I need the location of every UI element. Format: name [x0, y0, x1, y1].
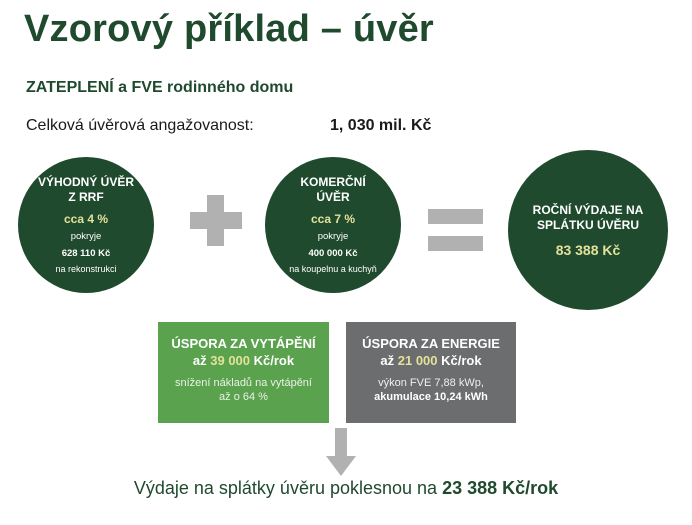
- rrf-loan-circle: [18, 157, 154, 293]
- commercial-loan-amount: 400 000 Kč: [308, 248, 358, 259]
- energy-savings-desc-line2: akumulace 10,24 kWh: [374, 391, 488, 403]
- annual-payment-heading-line1: ROČNÍ VÝDAJE NA: [532, 202, 644, 217]
- annual-payment-circle: [508, 150, 668, 310]
- page-subtitle: ZATEPLENÍ a FVE rodinného domu: [26, 79, 294, 96]
- commercial-loan-covers: pokryje: [317, 231, 349, 242]
- rrf-loan-purpose: na rekonstrukci: [55, 264, 117, 274]
- annual-payment-value: 83 388 Kč: [555, 241, 621, 258]
- energy-savings-box: [346, 322, 516, 423]
- heating-savings-amount-line: [193, 352, 294, 369]
- arrow-down-icon: [326, 428, 356, 476]
- energy-savings-desc-line1: výkon FVE 7,88 kWp,: [378, 377, 484, 389]
- annual-payment-heading-line2: SPLÁTKU ÚVĚRU: [536, 217, 639, 232]
- rrf-loan-heading-line2: Z RRF: [68, 190, 104, 204]
- commercial-loan-heading-line2: ÚVĚR: [316, 190, 350, 204]
- rrf-loan-heading-line1: VÝHODNÝ ÚVĚR: [37, 175, 135, 189]
- heating-savings-box: [158, 322, 329, 423]
- rrf-loan-rate: cca 4 %: [63, 212, 109, 226]
- footer-statement: [0, 478, 692, 499]
- commercial-loan-purpose: na koupelnu a kuchyň: [289, 264, 377, 274]
- energy-savings-unit: Kč/rok: [441, 353, 482, 368]
- rrf-loan-covers: pokryje: [70, 231, 102, 242]
- loan-value: 1, 030 mil. Kč: [330, 117, 432, 134]
- heating-savings-amount: 39 000: [210, 353, 251, 368]
- commercial-loan-heading-line1: KOMERČNÍ: [300, 175, 366, 189]
- rrf-loan-amount: 628 110 Kč: [61, 248, 111, 259]
- energy-savings-amount: 21 000: [397, 353, 438, 368]
- footer-value: 23 388 Kč/rok: [442, 478, 559, 498]
- page-title: Vzorový příklad – úvěr: [24, 8, 434, 50]
- commercial-loan-circle: [265, 157, 401, 293]
- energy-savings-heading: ÚSPORA ZA ENERGIE: [362, 336, 500, 351]
- heating-savings-desc-line2: až o 64 %: [219, 391, 268, 403]
- plus-icon-vertical: [207, 195, 224, 246]
- heating-savings-desc-line1: snížení nákladů na vytápění: [175, 377, 312, 389]
- equals-icon: [428, 209, 483, 224]
- equals-icon-lower: [428, 236, 483, 251]
- energy-savings-prefix: až: [380, 353, 395, 368]
- heating-savings-prefix: až: [192, 353, 207, 368]
- heating-savings-heading: ÚSPORA ZA VYTÁPĚNÍ: [171, 336, 316, 351]
- footer-text: Výdaje na splátky úvěru poklesnou na: [133, 478, 438, 498]
- energy-savings-amount-line: [380, 352, 481, 369]
- heating-savings-unit: Kč/rok: [253, 353, 295, 368]
- commercial-loan-rate: cca 7 %: [310, 212, 356, 226]
- loan-label: Celková úvěrová angažovanost:: [26, 117, 254, 134]
